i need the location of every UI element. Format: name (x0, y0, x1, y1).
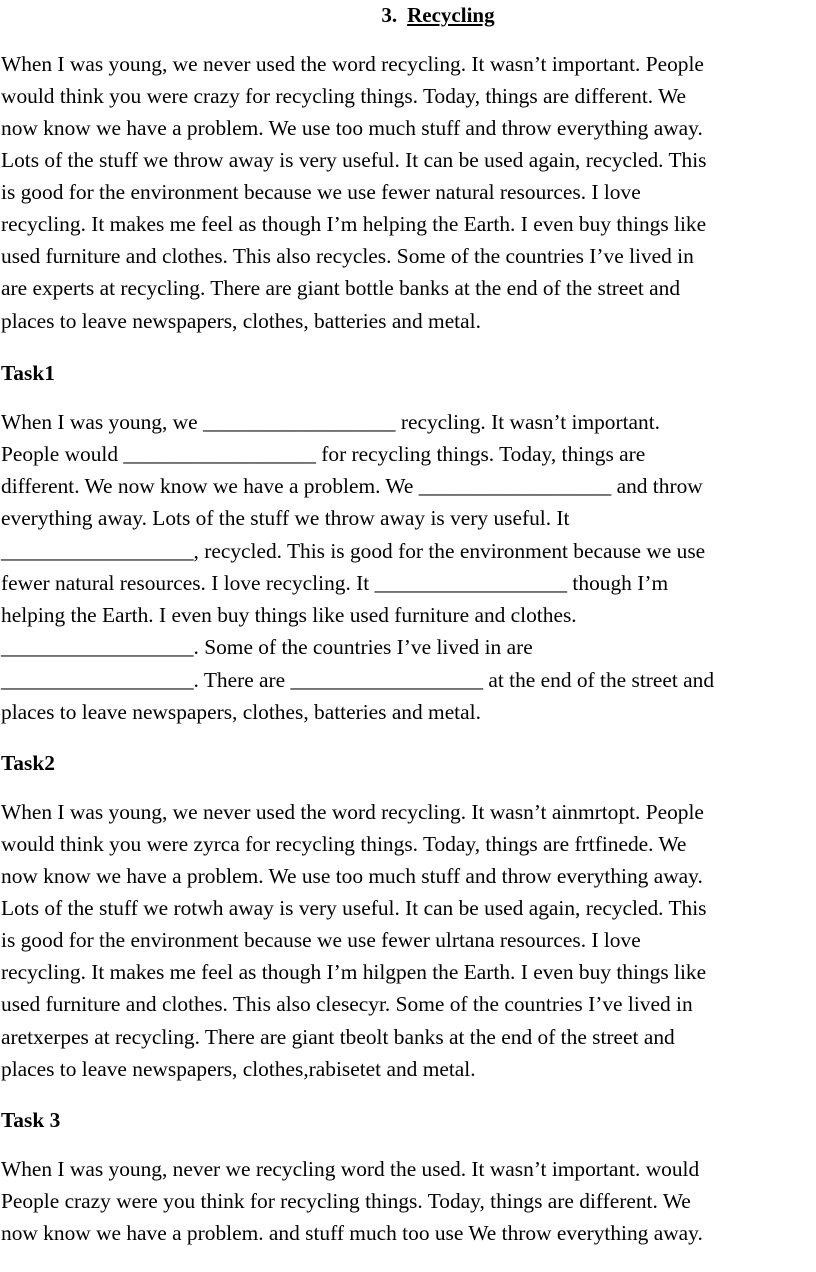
task1-line: helping the Earth. I even buy things like used furniture and clothes. (1, 603, 577, 627)
task1-line: __________________, recycled. This is good for the environment because we use (1, 539, 706, 563)
task1-line: places to leave newspapers, clothes, batteries and metal. (1, 700, 481, 724)
task3-line: People crazy were you think for recycling things. Today, things are different. We (1, 1189, 691, 1213)
passage-line: would think you were crazy for recycling things. Today, things are different. We (1, 84, 687, 108)
task3-line: When I was young, never we recycling word the used. It wasn’t important. would (1, 1157, 700, 1181)
task2-heading: Task2 (1, 751, 55, 775)
task2-line: is good for the environment because we use fewer ulrtana resources. I love (1, 928, 641, 952)
task1-line: different. We now know we have a problem. We __________________ and throw (1, 474, 703, 498)
task2-line: now know we have a problem. We use too much stuff and throw everything away. (1, 864, 703, 888)
task2-line: used furniture and clothes. This also clesecyr. Some of the countries I’ve lived in (1, 992, 693, 1016)
title-number: 3. (381, 3, 398, 27)
page-title (0, 2, 816, 28)
passage-line: are experts at recycling. There are giant bottle banks at the end of the street and (1, 276, 681, 300)
passage-line: recycling. It makes me feel as though I’m helping the Earth. I even buy things like (1, 212, 707, 236)
task1-line: __________________. There are __________________ at the end of the street and (1, 668, 715, 692)
task2-line: places to leave newspapers, clothes,rabisetet and metal. (1, 1057, 476, 1081)
task3-line: now know we have a problem. and stuff much too use We throw everything away. (1, 1221, 703, 1245)
task1-line: fewer natural resources. I love recycling. It __________________ though I’m (1, 571, 669, 595)
task2-line: recycling. It makes me feel as though I’m hilgpen the Earth. I even buy things like (1, 960, 707, 984)
task2-line: When I was young, we never used the word recycling. It wasn’t ainmrtopt. People (1, 800, 704, 824)
passage-line: Lots of the stuff we throw away is very useful. It can be used again, recycled. This (1, 148, 707, 172)
task2-line: aretxerpes at recycling. There are giant tbeolt banks at the end of the street and (1, 1025, 675, 1049)
task3-heading: Task 3 (1, 1108, 61, 1132)
task2-line: would think you were zyrca for recycling things. Today, things are frtfinede. We (1, 832, 687, 856)
passage-line: places to leave newspapers, clothes, batteries and metal. (1, 309, 481, 333)
task1-line: __________________. Some of the countries I’ve lived in are (1, 635, 533, 659)
passage-line: used furniture and clothes. This also recycles. Some of the countries I’ve lived in (1, 244, 694, 268)
task1-line: People would __________________ for recycling things. Today, things are (1, 442, 646, 466)
passage-line: now know we have a problem. We use too much stuff and throw everything away. (1, 116, 703, 140)
task1-line: everything away. Lots of the stuff we throw away is very useful. It (1, 506, 570, 530)
passage-line: is good for the environment because we use fewer natural resources. I love (1, 180, 641, 204)
task2-line: Lots of the stuff we rotwh away is very useful. It can be used again, recycled. This (1, 896, 707, 920)
task1-heading: Task1 (1, 361, 55, 385)
passage-line: When I was young, we never used the word recycling. It wasn’t important. People (1, 52, 704, 76)
task1-line: When I was young, we __________________ recycling. It wasn’t important. (1, 410, 661, 434)
title-text: Recycling (407, 3, 495, 27)
